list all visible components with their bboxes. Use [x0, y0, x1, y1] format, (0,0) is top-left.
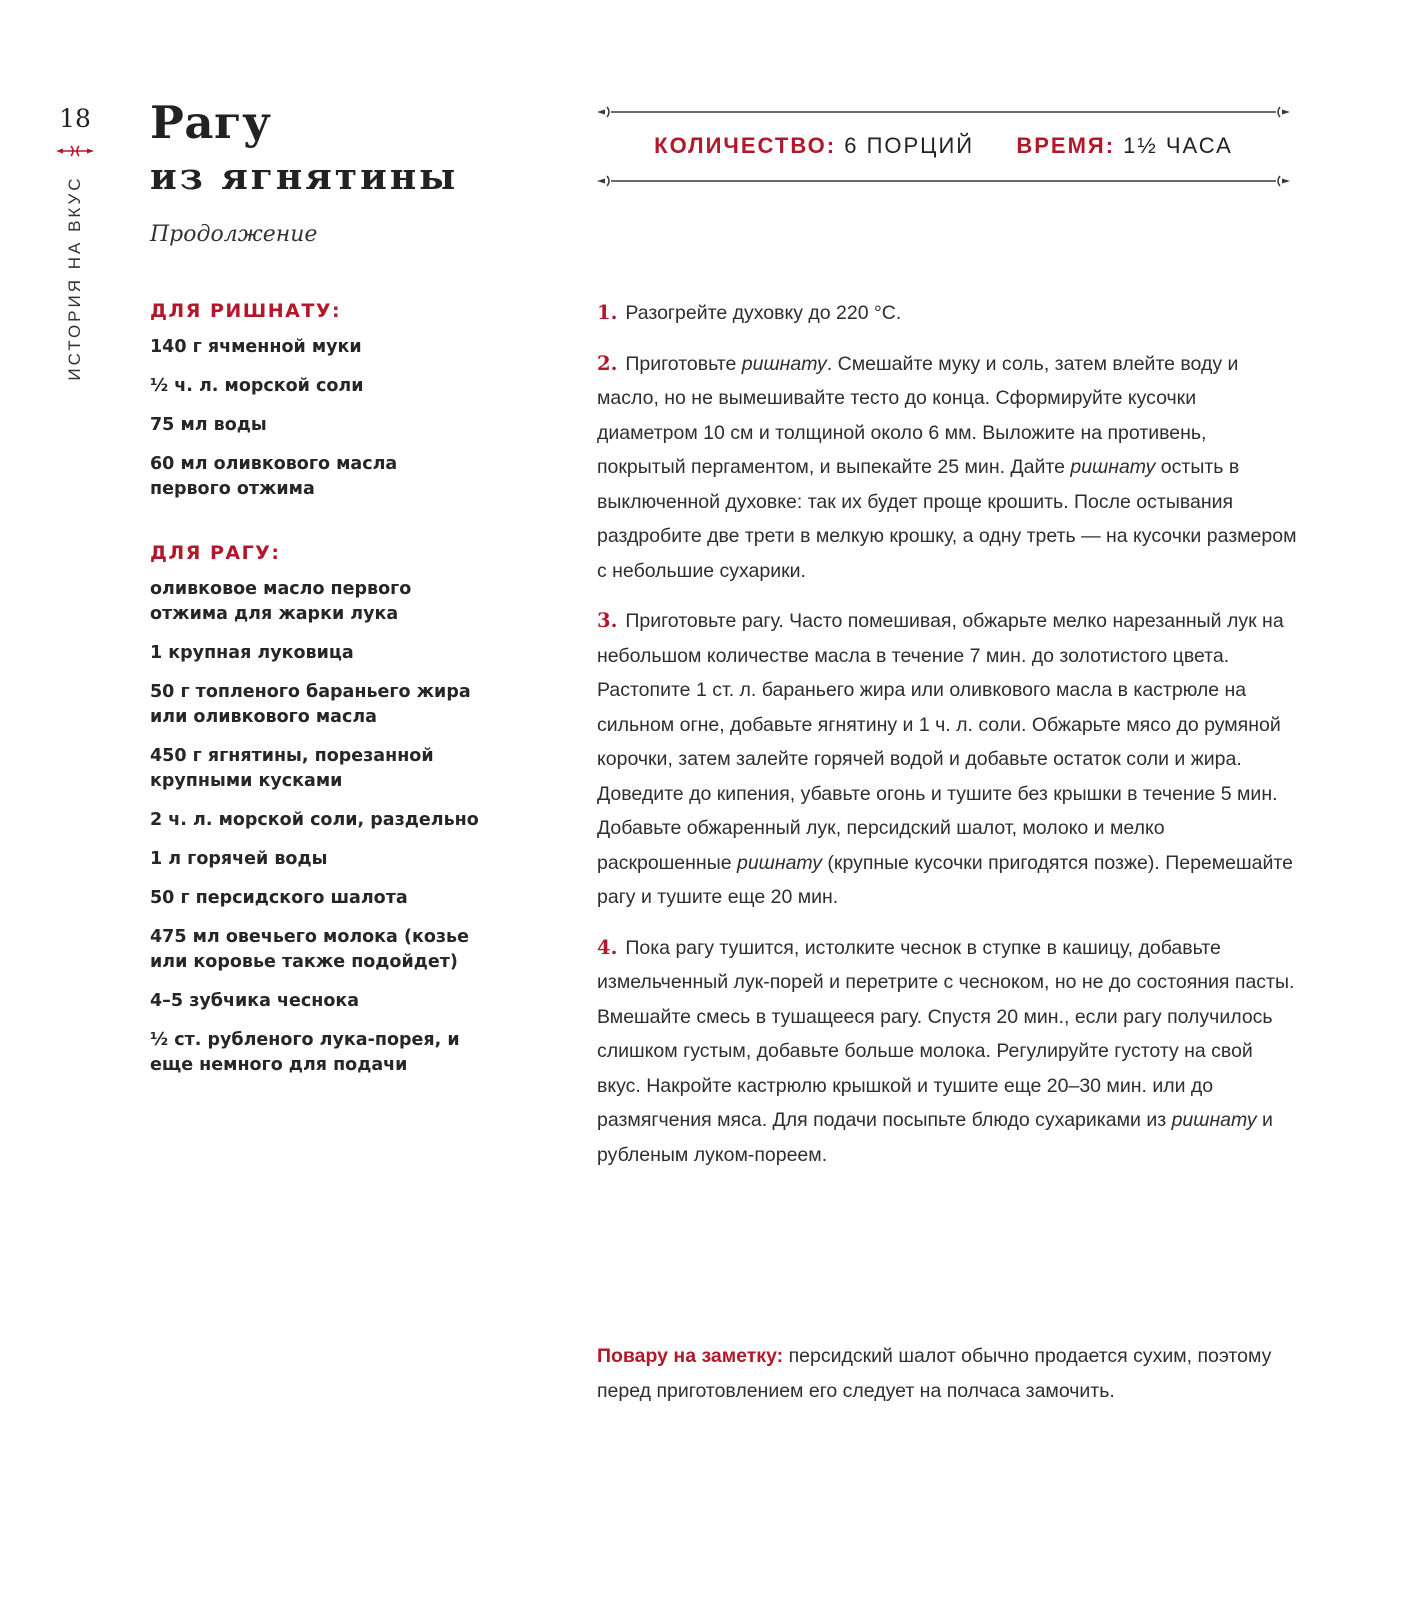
- ingredient-item: 1 крупная луковица: [150, 643, 354, 663]
- step-2: [597, 347, 1297, 589]
- ornament-icon: [55, 143, 95, 159]
- step-number: 3.: [597, 609, 618, 632]
- ingredient-item: 450 г ягнятины, порезанной крупными кусками: [150, 746, 434, 791]
- ingredient-list: [150, 335, 510, 502]
- method-steps: [597, 296, 1297, 1188]
- step-text: остыть в выключенной духовке: так их будет проще крошить. После остывания раздробите две трети в мелкую крошку, а одну треть — на кусочки размером с небольшие сухарики.: [597, 456, 1297, 582]
- step-term: ришнату: [1171, 1109, 1257, 1131]
- time-label: ВРЕМЯ:: [1016, 133, 1116, 158]
- time-value: 1½ ЧАСА: [1123, 133, 1233, 158]
- decorative-rule-icon: [597, 104, 1290, 120]
- step-text: Приготовьте рагу. Часто помешивая, обжарьте мелко нарезанный лук на небольшом количестве масла в течение 7 мин. до золотистого цвета. Растопите 1 ст. л. бараньего жира или оливкового масла в кастрюле на сильном огне, добавьте ягнятину и 1 ч. л. соли. Обжарьте мясо до румяной корочки, затем залейте горячей водой и добавьте остаток соли и жира. Доведите до кипения, убавьте огонь и тушите без крышки в течение 5 мин. Добавьте обжаренный лук, персидский шалот, молоко и мелко раскрошенные: [597, 610, 1284, 874]
- ingredient-item: 50 г персидского шалота: [150, 888, 408, 908]
- recipe-title-line2: из ягнятины: [150, 156, 459, 198]
- step-text: (крупные кусочки пригодятся позже). Перемешайте рагу и тушите еще 20 мин.: [597, 851, 1293, 908]
- step-1: [597, 296, 1297, 331]
- step-term: ришнату: [1070, 456, 1156, 478]
- step-text: Разогрейте духовку до 220 °C.: [625, 302, 902, 324]
- ingredient-item: 140 г ячменной муки: [150, 337, 362, 357]
- recipe-subtitle: Продолжение: [150, 222, 318, 247]
- step-4: [597, 931, 1297, 1173]
- servings-and-time: [597, 133, 1290, 159]
- step-term: ришнату: [741, 352, 827, 375]
- step-text: Пока рагу тушится, истолките чеснок в ступке в кашицу, добавьте измельченный лук-порей и перетрите с чесноком, но не до состояния пасты. Вмешайте смесь в тушащееся рагу. Спустя 20 мин., если рагу получилось слишком густым, добавьте больше молока. Регулируйте густоту на свой вкус. Накройте кастрюлю крышкой и тушите еще 20–30 мин. или до размягчения мяса. Для подачи посыпьте блюдо сухариками из: [597, 936, 1295, 1131]
- ingredient-item: 2 ч. л. морской соли, раздельно: [150, 810, 479, 830]
- step-text: и рубленым луком-пореем.: [597, 1109, 1273, 1166]
- page-number: 18: [59, 104, 91, 133]
- quantity-value: 6 ПОРЦИЙ: [844, 133, 975, 158]
- step-text: . Смешайте муку и соль, затем влейте воду и масло, но не вымешивайте тесто до конца. Сформируйте кусочки диаметром 10 см и толщиной около 6 мм. Выложите на противень, покрытый пергаментом, и выпекайте 25 мин. Дайте: [597, 352, 1239, 478]
- step-number: 4.: [597, 935, 618, 959]
- ingredient-item: 1 л горячей воды: [150, 849, 328, 869]
- running-head: ИСТОРИЯ НА ВКУС: [65, 175, 84, 381]
- ingredient-item: 475 мл овечьего молока (козье или коровье также подойдет): [150, 927, 469, 972]
- ingredient-item: ½ ч. л. морской соли: [150, 376, 364, 396]
- ingredient-item: 50 г топленого бараньего жира или оливкового масла: [150, 682, 471, 727]
- recipe-title-line1: Рагу: [150, 96, 272, 149]
- note-label: Повару на заметку:: [597, 1345, 784, 1367]
- recipe-title: [150, 96, 459, 198]
- ingredients-column: [150, 300, 510, 1092]
- step-number: 2.: [597, 351, 618, 375]
- section-heading: ДЛЯ РИШНАТУ:: [150, 300, 342, 322]
- step-3: [597, 604, 1297, 915]
- section-heading: ДЛЯ РАГУ:: [150, 542, 281, 564]
- step-number: 1.: [597, 301, 618, 324]
- quantity-label: КОЛИЧЕСТВО:: [654, 133, 837, 158]
- ingredient-list: [150, 577, 510, 1078]
- recipe-meta: [597, 104, 1290, 189]
- ingredients-ragu: [150, 542, 510, 1078]
- ingredient-item: оливковое масло первого отжима для жарки лука: [150, 579, 412, 624]
- ingredient-item: 60 мл оливкового масла первого отжима: [150, 454, 398, 499]
- ingredients-rishnatu: [150, 300, 510, 502]
- ingredient-item: 75 мл воды: [150, 415, 267, 435]
- step-text: Приготовьте: [625, 352, 742, 375]
- ingredient-item: 4–5 зубчика чеснока: [150, 991, 360, 1011]
- cook-note: [597, 1339, 1287, 1408]
- decorative-rule-icon: [597, 173, 1290, 189]
- step-term: ришнату: [736, 851, 822, 874]
- note-text: персидский шалот обычно продается сухим, поэтому перед приготовлением его следует на полчаса замочить.: [597, 1345, 1272, 1402]
- ingredient-item: ½ ст. рубленого лука-порея, и еще немного для подачи: [150, 1030, 460, 1075]
